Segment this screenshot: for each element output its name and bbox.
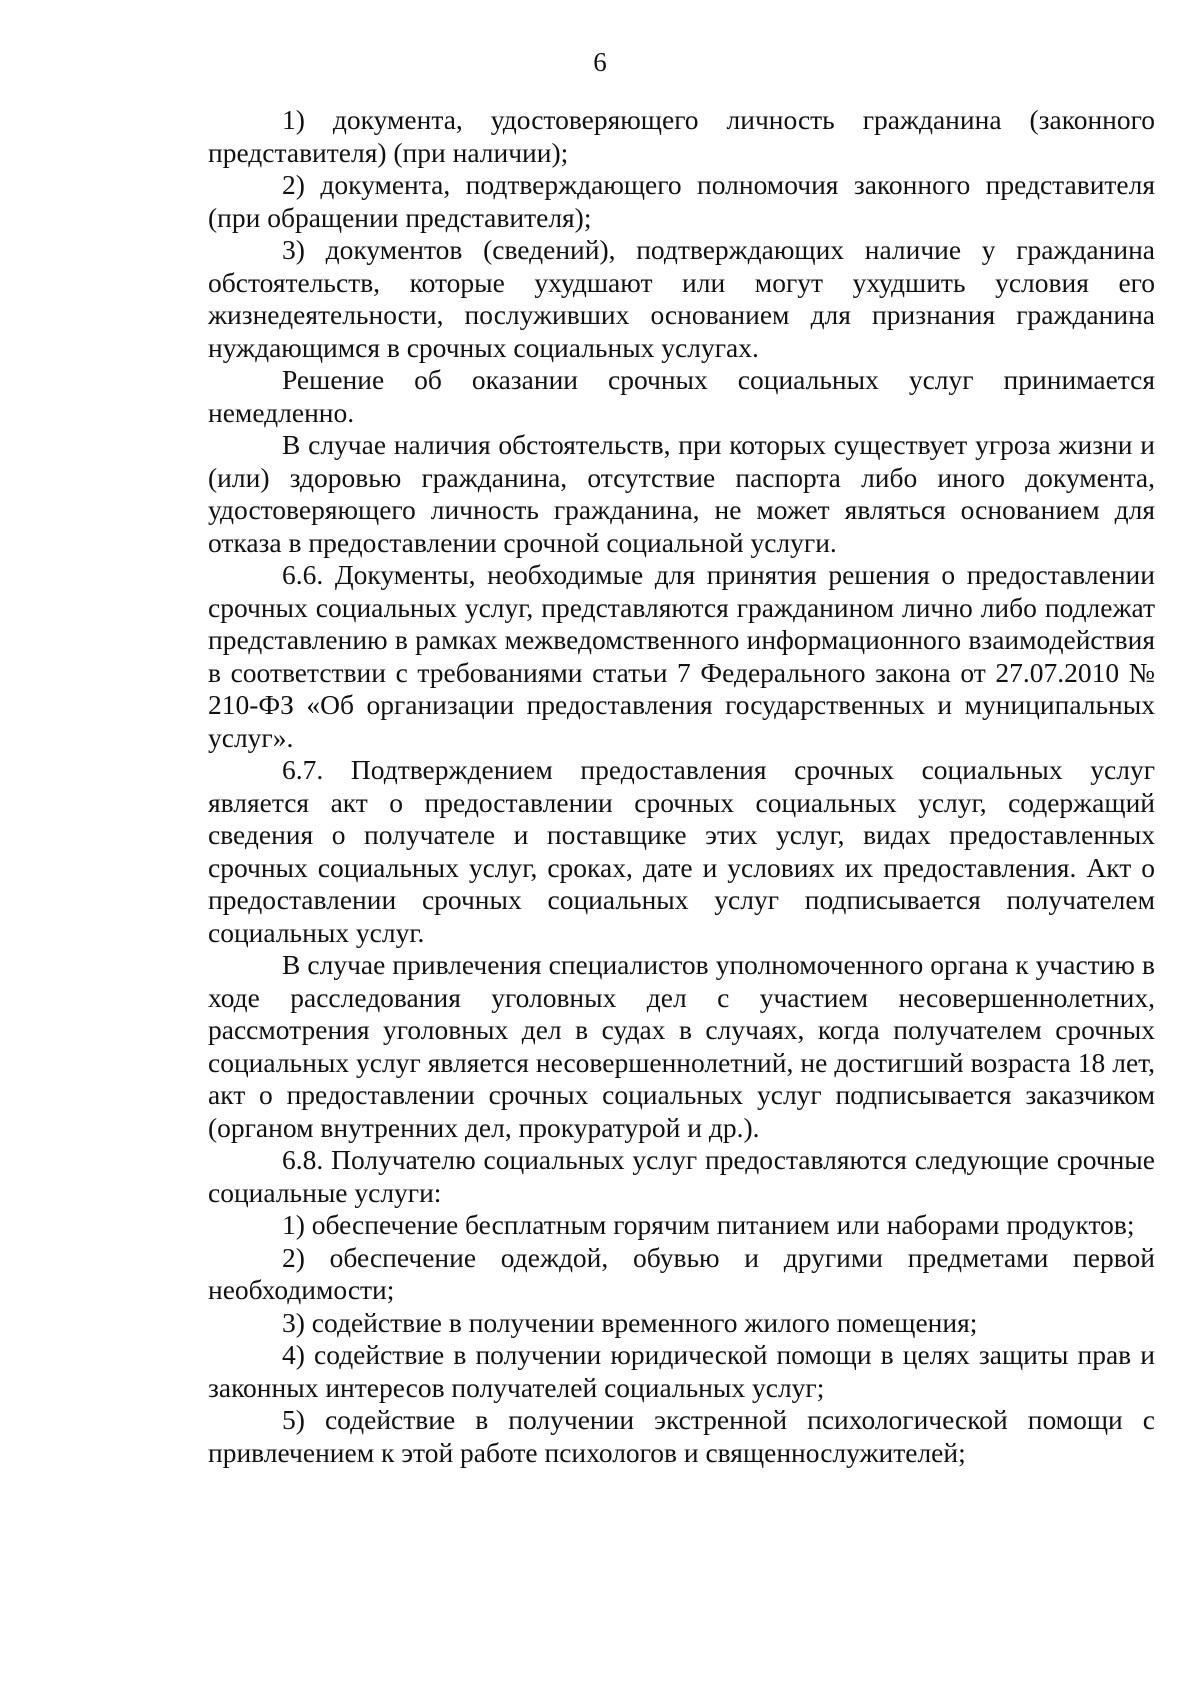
paragraph-threat-case: В случае наличия обстоятельств, при которых существует угроза жизни и (или) здоровью гражданина, отсутствие паспорта либо иного документа, удостоверяющего личность гражданина, не может являться основанием для отказа в предоставлении срочной социальной услуги.	[208, 429, 1155, 558]
service-item-2: 2) обеспечение одеждой, обувью и другими предметами первой необходимости;	[208, 1241, 1155, 1305]
page-number: 6	[593, 47, 607, 77]
service-item-1: 1) обеспечение бесплатным горячим питанием или наборами продуктов;	[282, 1209, 1135, 1240]
service-item-4: 4) содействие в получении юридической помощи в целях защиты прав и законных интересов получателей социальных услуг;	[208, 1339, 1155, 1403]
paragraph-6-8: 6.8. Получателю социальных услуг предоставляются следующие срочные социальные услуги:	[208, 1144, 1155, 1208]
paragraph-item-1: 1) документа, удостоверяющего личность гражданина (законного представителя) (при наличии);	[208, 104, 1155, 168]
paragraph-6-6: 6.6. Документы, необходимые для принятия решения о предоставлении срочных социальных услуг, представляются гражданином лично либо подлежат представлению в рамках межведомственного информационного взаимодействия в соответствии с требованиями статьи 7 Федерального закона от 27.07.2010 № 210-ФЗ «Об организации предоставления государственных и муниципальных услуг».	[208, 559, 1155, 753]
paragraph-6-7: 6.7. Подтверждением предоставления срочных социальных услуг является акт о предоставлении срочных социальных услуг, содержащий сведения о получателе и поставщике этих услуг, видах предоставленных срочных социальных услуг, сроках, дате и условиях их предоставления. Акт о предоставлении срочных социальных услуг подписывается получателем социальных услуг.	[208, 754, 1155, 948]
paragraph-item-3: 3) документов (сведений), подтверждающих наличие у гражданина обстоятельств, которые ухудшают или могут ухудшить условия его жизнедеятельности, послуживших основанием для признания гражданина нуждающимся в срочных социальных услугах.	[208, 234, 1155, 363]
service-item-5: 5) содействие в получении экстренной психологической помощи с привлечением к этой работе психологов и священнослужителей;	[208, 1404, 1155, 1468]
document-body	[208, 104, 1155, 1469]
service-item-3: 3) содействие в получении временного жилого помещения;	[282, 1306, 978, 1338]
paragraph-item-2: 2) документа, подтверждающего полномочия законного представителя (при обращении представителя);	[208, 169, 1155, 233]
paragraph-minors-case: В случае привлечения специалистов уполномоченного органа к участию в ходе расследования уголовных дел с участием несовершеннолетних, рассмотрения уголовных дел в судах в случаях, когда получателем срочных социальных услуг является несовершеннолетний, не достигший возраста 18 лет, акт о предоставлении срочных социальных услуг подписывается заказчиком (органом внутренних дел, прокуратурой и др.).	[208, 949, 1155, 1143]
paragraph-decision: Решение об оказании срочных социальных услуг принимается немедленно.	[208, 364, 1155, 428]
